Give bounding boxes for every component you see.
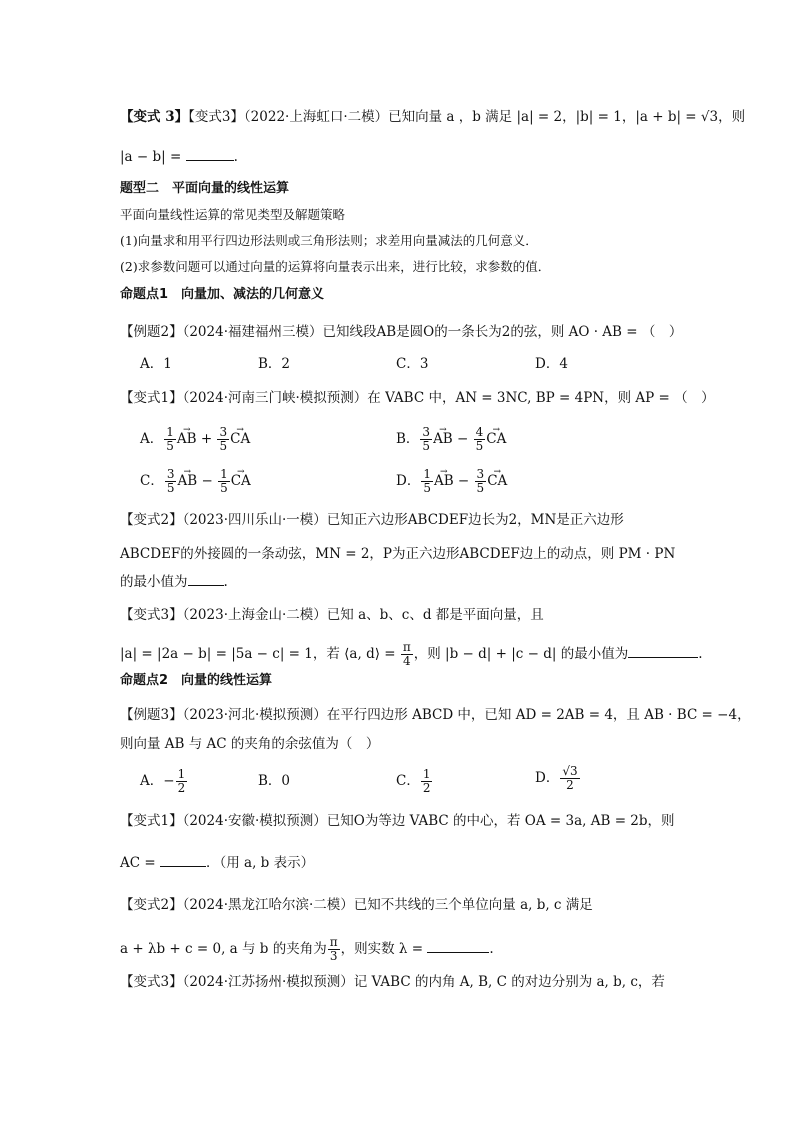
- variant-3-c-line-1: 【变式3】（2024·江苏扬州·模拟预测）记 VABC 的内角 A, B, C 的对边分别为 a, b, c，若: [120, 974, 665, 990]
- option-b[interactable]: B． $\frac{3}{5}$ → AB − $\frac{4}{5}$ → CA: [396, 426, 506, 453]
- text: .: [698, 646, 703, 662]
- label: D．: [396, 473, 421, 489]
- label: C．: [140, 473, 164, 489]
- strategy-2: (2)求参数问题可以通过向量的运算将向量表示出来，进行比较，求参数的值．: [120, 259, 551, 274]
- text: ，则实数 λ =: [340, 941, 424, 957]
- option-c[interactable]: [396, 768, 433, 795]
- label: A．−: [140, 773, 175, 789]
- variant-2-line-2: ABCDEF的外接圆的一条动弦，MN = 2，P为正六边形ABCDEF边上的动点，则 PM · PN: [120, 546, 676, 562]
- fraction: $\frac{\pi}{3}$: [329, 935, 338, 963]
- label: A．: [140, 431, 164, 447]
- text: 【变式3】（2022·上海虹口·二模）已知向量 a ，b 满足 |a| = 2，|b| = 1，|a + b| = √3，则: [188, 109, 746, 125]
- text: 【例题2】（2024·福建福州三模）已知线段AB是圆O的一条长为2的弦，则 AO · AB = （ ）: [120, 324, 683, 340]
- option-c[interactable]: C．3: [396, 356, 429, 372]
- vector-ca: → CA: [231, 472, 251, 490]
- text: |a| = |2a − b| = |5a − c| = 1，若 ⟨a, d⟩ =: [120, 646, 396, 662]
- label: B．: [396, 431, 420, 447]
- option-d[interactable]: [535, 765, 581, 792]
- fraction: $\frac{3}{5}$: [166, 467, 175, 495]
- variant-3-line-1: 【变式 3】【变式3】（2022·上海虹口·二模）已知向量 a ，b 满足 |a| = 2，|b| = 1，|a + b| = √3，则: [120, 109, 746, 125]
- option-b[interactable]: B．0: [258, 773, 291, 789]
- variant-2-line-1: 【变式2】（2023·四川乐山·一模）已知正六边形ABCDEF边长为2，MN是正六边形: [120, 512, 624, 528]
- strategy-title: 平面向量线性运算的常见类型及解题策略: [120, 207, 346, 222]
- variant-2-b-line-2: [120, 936, 494, 963]
- example-2: [120, 323, 682, 341]
- option-d[interactable]: D．4: [535, 356, 568, 372]
- fraction: $\frac{1}{2}$: [177, 767, 186, 795]
- vector-ca: → CA: [230, 430, 250, 448]
- example-3-line-2: 则向量 AB 与 AC 的夹角的余弦值为（ ）: [120, 736, 380, 752]
- variant-3-b-line-1: 【变式3】（2023·上海金山·二模）已知 a、b、c、d 都是平面向量，且: [120, 607, 544, 623]
- fraction: $\frac{\pi}{4}$: [402, 640, 411, 668]
- vector-ab: → AB: [177, 430, 197, 448]
- text: 的最小值为: [120, 574, 188, 590]
- variant-1-b-line-2: [120, 854, 314, 872]
- fraction: $\frac{1}{5}$: [166, 425, 174, 453]
- text: .: [233, 149, 238, 165]
- option-a[interactable]: A． $\frac{1}{5}$ → AB + $\frac{3}{5}$ → CA: [140, 426, 250, 453]
- variant-2-line-3: [120, 573, 228, 591]
- variant-1-a: [120, 389, 715, 407]
- text: AC =: [120, 855, 156, 871]
- section-heading: 题型二 平面向量的线性运算: [120, 181, 290, 196]
- vector-ab: → AB: [433, 430, 453, 448]
- text: a + λb + c = 0, a 与 b 的夹角为: [120, 941, 327, 957]
- strategy-1: (1)向量求和用平行四边形法则或三角形法则；求差用向量减法的几何意义．: [120, 233, 538, 248]
- fraction: $\frac{4}{5}$: [475, 425, 484, 453]
- subsection-heading-1: 命题点1 向量加、减法的几何意义: [120, 287, 325, 302]
- text: .: [223, 574, 228, 590]
- variant-3-b-line-2: [120, 641, 703, 668]
- fraction: $\frac{1}{5}$: [220, 467, 228, 495]
- label: C．: [396, 773, 420, 789]
- answer-blank[interactable]: [186, 148, 234, 161]
- fraction: $\frac{3}{5}$: [219, 425, 228, 453]
- fraction: $\frac{1}{2}$: [422, 767, 431, 795]
- text: .: [489, 941, 494, 957]
- fraction: $\frac{3}{5}$: [422, 425, 431, 453]
- fraction: $\frac{√3}{2}$: [562, 764, 578, 792]
- vector-ab: → AB: [177, 472, 197, 490]
- label: D．: [535, 770, 560, 786]
- example-3-line-1: 【例题3】（2023·河北·模拟预测）在平行四边形 ABCD 中，已知 AD = 2AB = 4，且 AB · BC = −4，: [120, 707, 751, 723]
- option-c[interactable]: C． $\frac{3}{5}$ → AB − $\frac{1}{5}$ → CA: [140, 468, 251, 495]
- variant-2-b-line-1: 【变式2】（2024·黑龙江哈尔滨·二模）已知不共线的三个单位向量 a, b, c 满足: [120, 897, 593, 913]
- variant-1-b-line-1: 【变式1】（2024·安徽·模拟预测）已知O为等边 VABC 的中心，若 OA = 3a, AB = 2b，则: [120, 813, 675, 829]
- option-a[interactable]: A．1: [140, 356, 172, 372]
- text: ．（用 a, b 表示）: [205, 855, 315, 871]
- answer-blank[interactable]: [160, 854, 206, 867]
- answer-blank[interactable]: [427, 940, 489, 953]
- answer-blank[interactable]: [188, 573, 224, 586]
- option-a[interactable]: [140, 768, 188, 795]
- option-b[interactable]: B．2: [258, 356, 291, 372]
- variant-3-line-2: [120, 148, 238, 166]
- option-d[interactable]: D． $\frac{1}{5}$ → AB − $\frac{3}{5}$ → CA: [396, 468, 507, 495]
- fraction: $\frac{3}{5}$: [476, 467, 485, 495]
- text: |a − b| =: [120, 149, 182, 165]
- vector-ca: → CA: [486, 430, 506, 448]
- fraction: $\frac{1}{5}$: [423, 467, 431, 495]
- answer-blank[interactable]: [628, 645, 698, 658]
- subsection-heading-2: 命题点2 向量的线性运算: [120, 673, 273, 688]
- text: ，则 |b − d| + |c − d| 的最小值为: [413, 646, 629, 662]
- vector-ca: → CA: [487, 472, 507, 490]
- text: 【变式1】（2024·河南三门峡·模拟预测）在 VABC 中，AN = 3NC, BP = 4PN，则 AP = （ ）: [120, 390, 715, 406]
- vector-ab: → AB: [434, 472, 454, 490]
